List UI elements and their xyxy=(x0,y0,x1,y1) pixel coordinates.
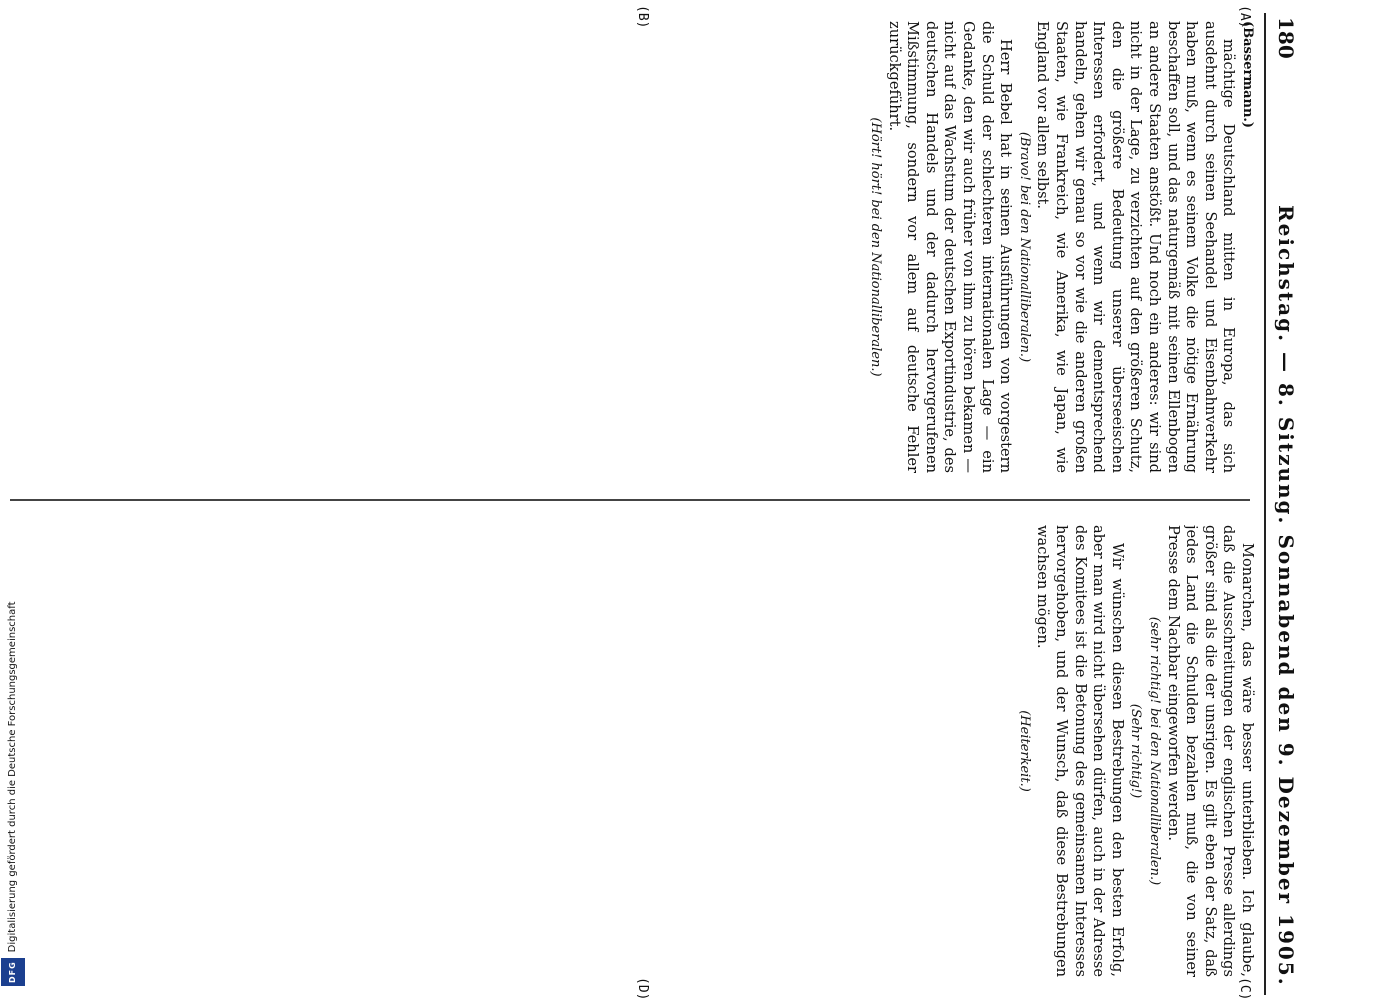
text-line xyxy=(713,525,732,977)
text-line xyxy=(211,525,230,977)
text-line xyxy=(62,21,81,473)
header-rule xyxy=(1264,13,1266,995)
text-line xyxy=(397,21,416,473)
text-line xyxy=(378,21,397,473)
text-line xyxy=(601,21,620,473)
text-line xyxy=(545,525,564,977)
text-line xyxy=(731,525,750,977)
text-line xyxy=(211,21,230,473)
text-line xyxy=(99,21,118,473)
text-line xyxy=(880,525,899,977)
text-line xyxy=(657,21,676,473)
text-line xyxy=(378,525,397,774)
text-line xyxy=(267,525,286,977)
text-line xyxy=(136,21,155,473)
column-divider xyxy=(10,499,1250,501)
text-line xyxy=(936,525,955,977)
text-line xyxy=(62,525,81,774)
interjection: (Bravo! bei den Nationalliberalen.) xyxy=(1016,131,1032,363)
text-line xyxy=(787,525,806,977)
text-line xyxy=(360,21,379,473)
text-line xyxy=(862,525,881,977)
text-line xyxy=(973,525,992,977)
text-line xyxy=(174,21,193,473)
text-line xyxy=(490,21,509,473)
right-column xyxy=(11,525,1256,977)
text-line xyxy=(415,525,434,977)
text-line xyxy=(843,21,862,473)
text-line xyxy=(490,525,509,977)
left-column xyxy=(11,21,1256,473)
text-line xyxy=(174,525,193,977)
rotated-page xyxy=(0,5,1310,1000)
text-line xyxy=(843,525,862,977)
text-line xyxy=(285,525,304,977)
text-line xyxy=(824,525,843,977)
text-line xyxy=(545,21,564,270)
text-line xyxy=(118,21,137,473)
text-line xyxy=(229,525,248,977)
text-line xyxy=(322,21,341,473)
text-line xyxy=(657,525,676,977)
text-line xyxy=(583,21,602,473)
page-number: 180 xyxy=(1274,17,1298,59)
text-line xyxy=(25,525,44,977)
text-line xyxy=(527,525,546,977)
text-line xyxy=(155,525,174,977)
text-line xyxy=(527,21,546,473)
illegible-text-lines xyxy=(25,21,862,473)
text-line xyxy=(434,525,453,977)
text-line xyxy=(471,525,490,977)
text-line xyxy=(248,21,267,473)
text-line xyxy=(806,21,825,473)
text-line xyxy=(471,21,490,473)
text-line xyxy=(769,525,788,977)
text-line xyxy=(341,21,360,473)
paragraph: mächtige Deutschland mitten in Europa, das sich ausdehnt durch seinen Seehandel und Eisenbahnverkehr haben muß, wenn es seinem Volke die nötige Ernährung beschaffen soll, und das naturgemäß mit seinen Ellenbogen an andere Staaten anstößt. Und noch ein anderes: wir sind nicht in der Lage, zu verzichten auf den größeren Schutz, den die größere Bedeutung unserer überseeischen Interessen erfordert, und wenn wir dementsprechend handeln, gehen wir genau so vor wie die anderen großen Staaten, wie Frankreich, wie Amerika, wie Japan, wie England vor allem selbst. xyxy=(1034,21,1238,473)
text-line xyxy=(917,525,936,977)
text-line xyxy=(620,525,639,977)
illegible-text-lines xyxy=(25,525,1010,977)
text-line xyxy=(638,525,657,977)
text-line xyxy=(806,525,825,977)
paragraph: Herr Bebel hat in seinen Ausführungen von vorgestern die Schuld der schlechteren internationalen Lage — ein Gedanke, den wir auch früher von ihm zu hören bekamen — nicht auf das Wachstum der deutschen Exportindustrie, des deutschen Handels und der dadurch hervorgerufenen Mißstimmung, sondern vor allem auf deutsche Fehler zurückgeführt. xyxy=(885,21,1015,473)
text-line xyxy=(304,21,323,473)
digitization-credit xyxy=(2,0,24,1000)
text-line xyxy=(638,21,657,473)
text-line xyxy=(322,525,341,977)
text-line xyxy=(620,21,639,473)
text-line xyxy=(583,525,602,977)
text-line xyxy=(360,525,379,977)
text-line xyxy=(118,525,137,977)
text-line xyxy=(434,21,453,473)
text-line xyxy=(192,525,211,977)
interjection: (sehr richtig! bei den Nationalliberalen.) xyxy=(1147,616,1163,886)
interjection: (Hört! hört! bei den Nationalliberalen.) xyxy=(868,117,884,377)
text-line xyxy=(694,525,713,774)
text-line xyxy=(899,525,918,977)
text-line xyxy=(750,525,769,977)
text-line xyxy=(155,21,174,473)
text-line xyxy=(285,21,304,473)
text-line xyxy=(731,21,750,473)
margin-marker-b: (B) xyxy=(635,5,650,29)
text-line xyxy=(267,21,286,473)
text-line xyxy=(694,21,713,473)
paragraph: Wir wünschen diesen Bestrebungen den besten Erfolg, aber man wird nicht übersehen dürfen, auch in der Adresse des Komitees ist die Betonung des gemeinsamen Interesses hervorgehoben, und der Wunsch, daß diese Bestrebungen wachsen mögen. xyxy=(1034,525,1126,977)
text-line xyxy=(824,21,843,473)
text-line xyxy=(81,21,100,473)
page-header xyxy=(1264,5,1304,995)
text-line xyxy=(508,21,527,473)
text-line xyxy=(676,525,695,977)
text-line xyxy=(769,21,788,473)
text-line xyxy=(787,21,806,473)
text-line xyxy=(601,525,620,977)
margin-marker-c: (C) xyxy=(1237,977,1252,1000)
speaker-label: (Bassermann.) xyxy=(1240,21,1255,129)
text-line xyxy=(25,21,44,473)
text-line xyxy=(229,21,248,270)
text-line xyxy=(508,525,527,977)
margin-marker-d: (D) xyxy=(635,977,650,1000)
text-line xyxy=(81,525,100,977)
paragraph: Monarchen, das wäre besser unterblieben. Ich glaube, daß die Ausschreitungen der englischen Presse allerdings größer sind als die der unsrigen. Es gilt eben der Satz, daß jedes Land die Schulden bezahlen muß, die von seiner Presse dem Nachbar eingeworfen werden. xyxy=(1164,525,1256,977)
text-line xyxy=(415,21,434,473)
text-line xyxy=(341,525,360,977)
text-line xyxy=(99,525,118,977)
interjection: (Sehr richtig!) xyxy=(1128,703,1144,799)
text-line xyxy=(992,525,1011,977)
text-line xyxy=(304,525,323,977)
text-line xyxy=(136,525,155,977)
text-line xyxy=(248,525,267,977)
text-line xyxy=(43,525,62,977)
text-line xyxy=(564,525,583,977)
credit-text: Digitalisierung gefördert durch die Deutsche Forschungsgemeinschaft xyxy=(7,601,18,953)
text-line xyxy=(452,21,471,473)
text-line xyxy=(955,525,974,977)
text-line xyxy=(564,21,583,473)
margin-marker-a: (A) xyxy=(1237,5,1252,29)
text-line xyxy=(713,21,732,473)
text-line xyxy=(676,21,695,473)
text-line xyxy=(192,21,211,473)
dfg-logo-icon: DFG xyxy=(1,958,25,986)
text-line xyxy=(750,21,769,473)
text-line xyxy=(397,525,416,977)
text-line xyxy=(452,525,471,977)
text-line xyxy=(43,21,62,473)
interjection: (Heiterkeit.) xyxy=(1016,710,1032,792)
running-head: Reichstag. — 8. Sitzung. Sonnabend den 9. Dezember 1905. xyxy=(1274,205,1298,987)
